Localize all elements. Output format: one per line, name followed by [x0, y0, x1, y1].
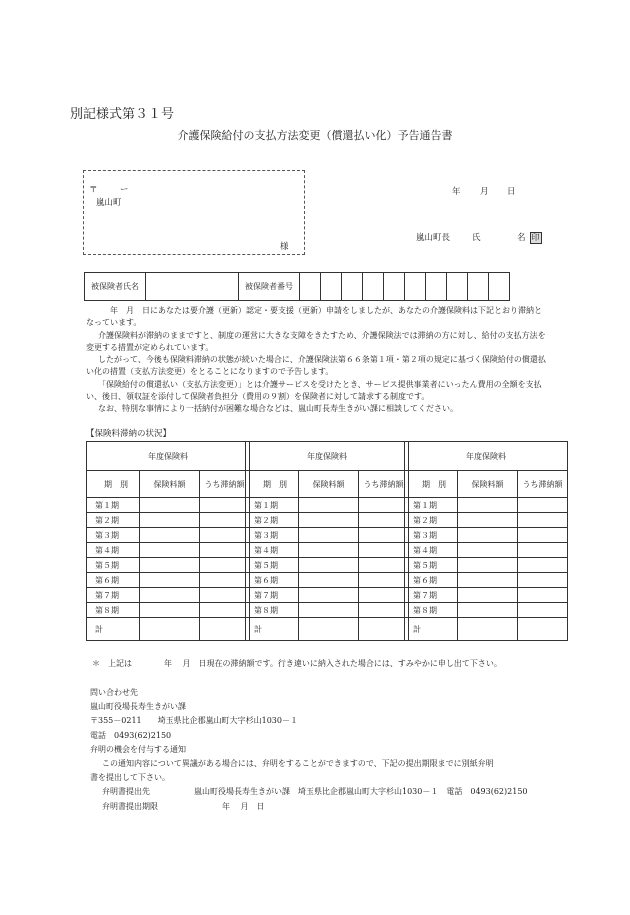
- overdue-cell[interactable]: [518, 588, 568, 603]
- recipient-town: 嵐山町: [96, 198, 122, 208]
- overdue-cell[interactable]: [200, 558, 250, 573]
- overdue-cell[interactable]: [359, 603, 409, 618]
- deadline-value: 年 月 日: [222, 801, 265, 811]
- date-day: 日: [507, 187, 516, 197]
- overdue-cell[interactable]: [200, 513, 250, 528]
- appeal-submit-to: [90, 785, 528, 799]
- overdue-cell[interactable]: [200, 528, 250, 543]
- period-label: 第６期: [405, 573, 458, 588]
- seal-stamp: 印: [531, 232, 540, 242]
- period-label: 第４期: [87, 543, 140, 558]
- overdue-cell[interactable]: [518, 558, 568, 573]
- insured-name-label: 被保険者氏名: [85, 273, 146, 301]
- period-label: 第１期: [246, 498, 299, 513]
- document-title: 介護保険給付の支払方法変更（償還払い化）予告通告書: [177, 129, 453, 142]
- honorific-sama: 様: [280, 242, 289, 252]
- overdue-cell[interactable]: [359, 573, 409, 588]
- overdue-cell[interactable]: [359, 543, 409, 558]
- amount-cell[interactable]: [299, 558, 359, 573]
- period-label: 第８期: [246, 603, 299, 618]
- amount-cell[interactable]: [458, 528, 518, 543]
- amount-cell[interactable]: [140, 543, 200, 558]
- body-paragraph: したがって、今後も保険料滞納の状態が続いた場合に、介護保険法第６６条第１項・第２項の規定に基づく保険給付の償還払い化の措置（支払方法変更）をとることになりますので予告します。: [86, 355, 546, 377]
- insured-info-table: [84, 272, 510, 301]
- postal-dash: ー: [120, 185, 129, 195]
- fiscal-year-header: 年度保険料: [87, 442, 250, 471]
- postal-mark: 〒: [89, 185, 98, 195]
- col-overdue-header: うち滞納額: [359, 471, 409, 498]
- amount-cell[interactable]: [299, 573, 359, 588]
- amount-cell[interactable]: [140, 513, 200, 528]
- period-label: 第１期: [405, 498, 458, 513]
- overdue-cell[interactable]: [518, 603, 568, 618]
- amount-cell[interactable]: [458, 513, 518, 528]
- insured-name-field[interactable]: [146, 273, 239, 301]
- amount-cell[interactable]: [140, 498, 200, 513]
- insured-number-digit[interactable]: [300, 273, 321, 301]
- insured-number-digit[interactable]: [468, 273, 489, 301]
- contact-section: [90, 686, 528, 814]
- amount-cell[interactable]: [458, 573, 518, 588]
- period-label: 第１期: [87, 498, 140, 513]
- total-amount-cell[interactable]: [458, 618, 518, 641]
- issuer-title: 嵐山町長: [416, 233, 451, 243]
- period-label: 第５期: [246, 558, 299, 573]
- body-paragraph: 介護保険料が滞納のままですと、制度の運営に大きな支障をきたすため、介護保険法では滞納の方に対し、給付の支払方法を変更する措置が定められています。: [86, 330, 546, 352]
- total-label: 計: [246, 618, 299, 641]
- insured-number-digit[interactable]: [321, 273, 342, 301]
- col-amount-header: 保険料額: [458, 471, 518, 498]
- insured-number-digit[interactable]: [405, 273, 426, 301]
- period-label: 第６期: [246, 573, 299, 588]
- body-paragraph: 「保険給付の償還払い（支払方法変更）」とは介護サービスを受けたとき、サービス提供事業者にいったん費用の全額を支払い、後日、領収証を添付して保険者負担分（費用の９割）を保険者に対して請求する制度です。: [86, 379, 542, 402]
- status-note: ＊ 上記は 年 月 日現在の滞納額です。行き違いに納入された場合には、すみやかに申し出て下さい。: [92, 659, 502, 668]
- period-label: 第５期: [87, 558, 140, 573]
- contact-address: 〒355－0211 埼玉県比企郡嵐山町大字杉山1030－１: [90, 716, 298, 726]
- appeal-text-cont: 書を提出して下さい。: [90, 773, 170, 783]
- total-label: 計: [87, 618, 140, 641]
- overdue-cell[interactable]: [200, 588, 250, 603]
- insured-number-digit[interactable]: [489, 273, 510, 301]
- amount-cell[interactable]: [458, 543, 518, 558]
- amount-cell[interactable]: [140, 588, 200, 603]
- total-overdue-cell[interactable]: [359, 618, 409, 641]
- body-paragraph: なお、特別な事情により一括納付が困難な場合などは、嵐山町長寿生きがい課に相談してください。: [98, 404, 458, 414]
- col-amount-header: 保険料額: [140, 471, 200, 498]
- issuer-mei-text: 名: [517, 233, 526, 243]
- amount-cell[interactable]: [140, 603, 200, 618]
- insured-number-digit[interactable]: [426, 273, 447, 301]
- insured-number-digit[interactable]: [363, 273, 384, 301]
- amount-cell[interactable]: [299, 528, 359, 543]
- col-period-header: 期 別: [246, 471, 299, 498]
- overdue-cell[interactable]: [359, 528, 409, 543]
- period-label: 第４期: [405, 543, 458, 558]
- amount-cell[interactable]: [140, 558, 200, 573]
- period-label: 第７期: [87, 588, 140, 603]
- overdue-cell[interactable]: [359, 588, 409, 603]
- total-label: 計: [405, 618, 458, 641]
- delinquency-table-2: [245, 441, 409, 641]
- overdue-cell[interactable]: [518, 573, 568, 588]
- overdue-cell[interactable]: [518, 528, 568, 543]
- amount-cell[interactable]: [299, 543, 359, 558]
- fiscal-year-header: 年度保険料: [246, 442, 409, 471]
- contact-phone: 電話 0493(62)2150: [90, 730, 172, 740]
- delinquency-table-1: [86, 441, 250, 641]
- overdue-cell[interactable]: [200, 498, 250, 513]
- col-period-header: 期 別: [405, 471, 458, 498]
- contact-heading: 問い合わせ先: [90, 688, 138, 697]
- period-label: 第２期: [246, 513, 299, 528]
- notice-body: [86, 305, 546, 416]
- amount-cell[interactable]: [299, 498, 359, 513]
- period-label: 第３期: [246, 528, 299, 543]
- amount-cell[interactable]: [140, 573, 200, 588]
- insured-number-digit[interactable]: [447, 273, 468, 301]
- address-box: [83, 170, 305, 255]
- overdue-cell[interactable]: [200, 543, 250, 558]
- appeal-deadline: [90, 800, 528, 814]
- appeal-heading: 弁明の機会を付与する通知: [90, 744, 186, 754]
- total-overdue-cell[interactable]: [518, 618, 568, 641]
- period-label: 第２期: [405, 513, 458, 528]
- amount-cell[interactable]: [299, 603, 359, 618]
- overdue-cell[interactable]: [200, 573, 250, 588]
- period-label: 第８期: [87, 603, 140, 618]
- date-year: 年: [452, 187, 461, 197]
- amount-cell[interactable]: [458, 498, 518, 513]
- submit-to-value: 嵐山町役場長寿生きがい課 埼玉県比企郡嵐山町大字杉山1030－１ 電話 0493(62)2150: [194, 787, 528, 797]
- col-period-header: 期 別: [87, 471, 140, 498]
- period-label: 第８期: [405, 603, 458, 618]
- amount-cell[interactable]: [458, 603, 518, 618]
- overdue-cell[interactable]: [518, 543, 568, 558]
- col-overdue-header: うち滞納額: [518, 471, 568, 498]
- total-amount-cell[interactable]: [140, 618, 200, 641]
- issuer-mei: [517, 231, 542, 244]
- period-label: 第５期: [405, 558, 458, 573]
- overdue-cell[interactable]: [359, 498, 409, 513]
- submit-to-label: 弁明書提出先: [102, 787, 150, 797]
- col-overdue-header: うち滞納額: [200, 471, 250, 498]
- amount-cell[interactable]: [299, 588, 359, 603]
- contact-dept: 嵐山町役場長寿生きがい課: [90, 702, 186, 712]
- date-month: 月: [480, 187, 489, 197]
- overdue-cell[interactable]: [359, 558, 409, 573]
- section-title: 【保険料滞納の状況】: [86, 429, 172, 439]
- overdue-cell[interactable]: [518, 513, 568, 528]
- period-label: 第７期: [405, 588, 458, 603]
- form-number: 別記様式第３１号: [70, 107, 175, 122]
- overdue-cell[interactable]: [359, 513, 409, 528]
- period-label: 第７期: [246, 588, 299, 603]
- col-amount-header: 保険料額: [299, 471, 359, 498]
- amount-cell[interactable]: [299, 513, 359, 528]
- total-overdue-cell[interactable]: [200, 618, 250, 641]
- insured-number-digit[interactable]: [342, 273, 363, 301]
- insured-number-digit[interactable]: [384, 273, 405, 301]
- appeal-text: この通知内容について異議がある場合には、弁明をすることができますので、下記の提出期限までに別紙弁明: [102, 759, 494, 769]
- amount-cell[interactable]: [140, 528, 200, 543]
- period-label: 第６期: [87, 573, 140, 588]
- period-label: 第３期: [87, 528, 140, 543]
- delinquency-table-3: [404, 441, 568, 641]
- body-paragraph: 年 月 日にあなたは要介護（更新）認定・要支援（更新）申請をしましたが、あなたの介護保険料は下記とおり滞納となっています。: [86, 306, 542, 328]
- overdue-cell[interactable]: [518, 498, 568, 513]
- period-label: 第４期: [246, 543, 299, 558]
- amount-cell[interactable]: [458, 558, 518, 573]
- overdue-cell[interactable]: [200, 603, 250, 618]
- period-label: 第３期: [405, 528, 458, 543]
- fiscal-year-header: 年度保険料: [405, 442, 568, 471]
- total-amount-cell[interactable]: [299, 618, 359, 641]
- issuer-shi: 氏: [472, 233, 481, 243]
- amount-cell[interactable]: [458, 588, 518, 603]
- insured-number-label: 被保険者番号: [239, 273, 300, 301]
- deadline-label: 弁明書提出期限: [102, 801, 158, 811]
- period-label: 第２期: [87, 513, 140, 528]
